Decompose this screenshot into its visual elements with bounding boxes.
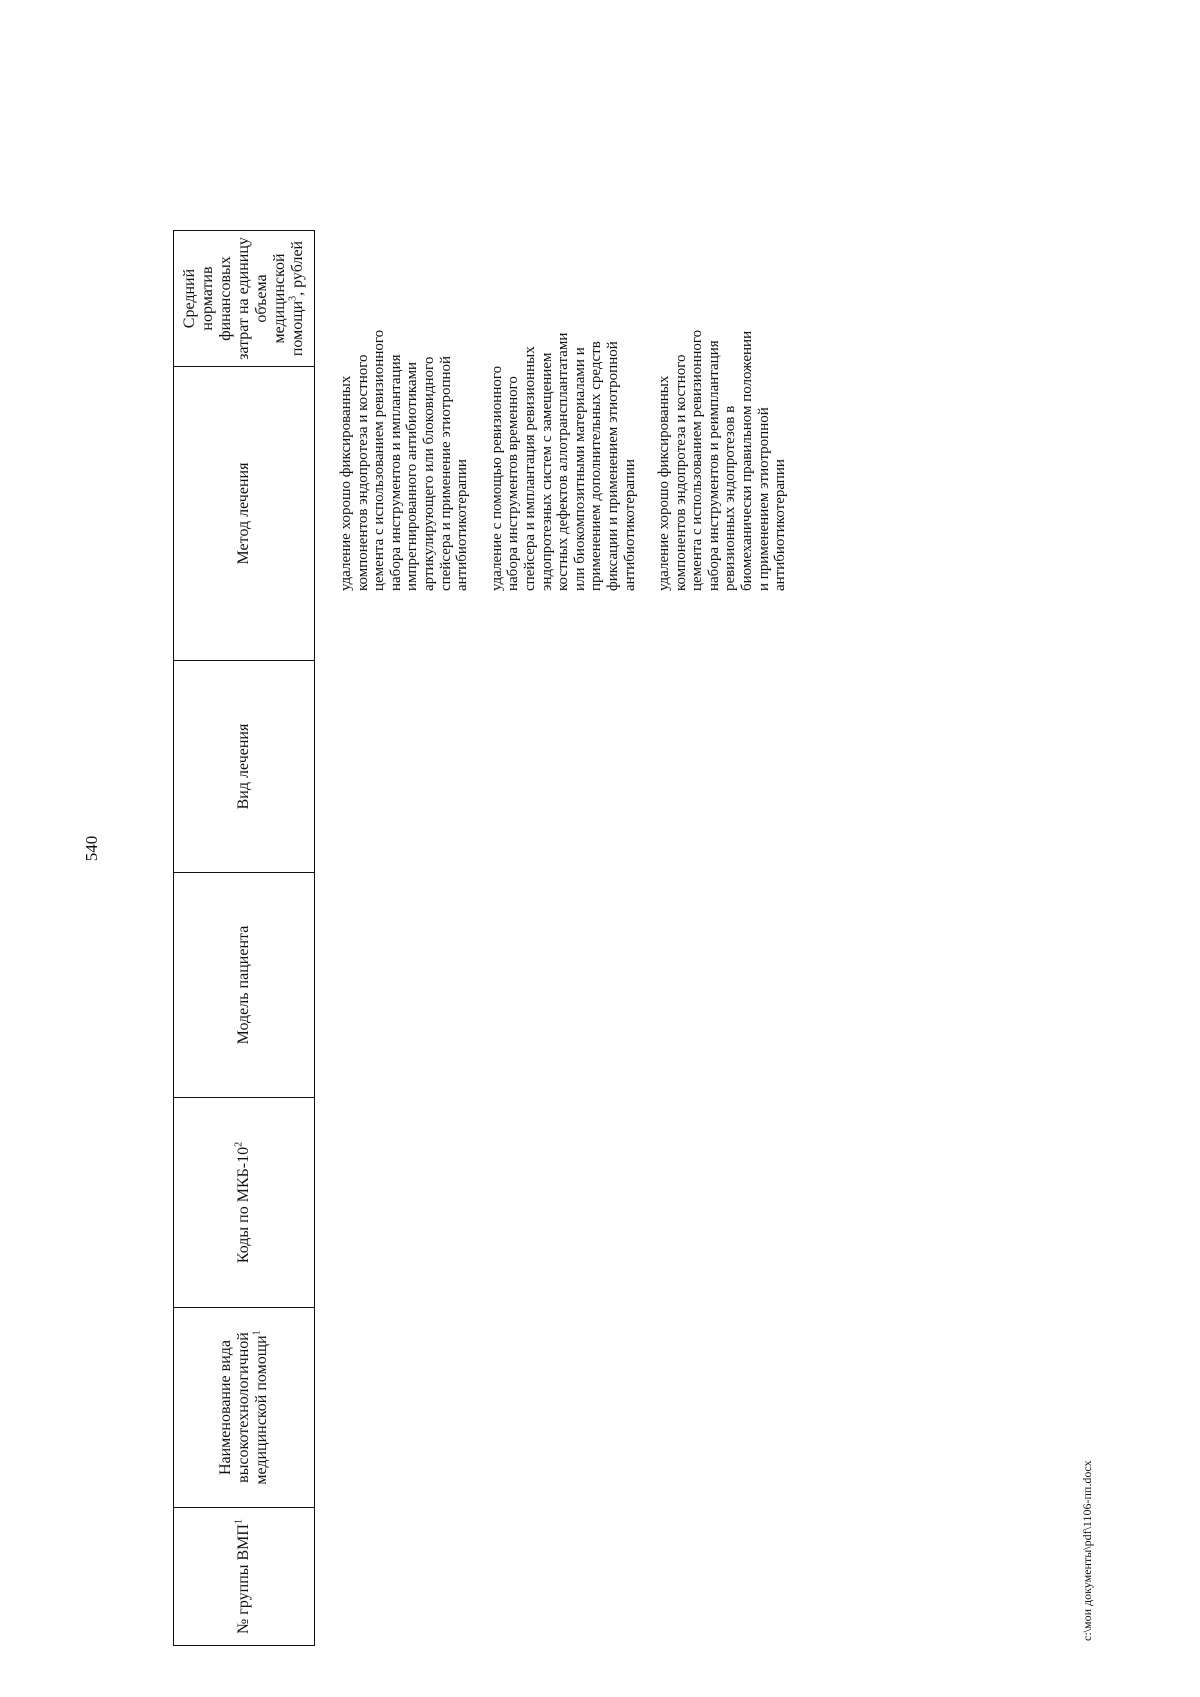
treatment-methods-column [338,326,807,591]
header-treatment-method: Метод лечения [174,367,315,661]
header-vmp-name: Наименование вида высокотехнологичной медицинской помощи$^1$ [174,1308,315,1508]
header-treatment-type: Вид лечения [174,661,315,873]
treatment-method-item: удаление с помощью ревизионного набора инструментов временного спейсера и имплантация ревизионных эндопротезных систем с замещением костных дефектов аллотрансплантатами или биокомпозитными материалами и применением дополнительных средств фиксации и применением этиотропной антибиотикотерапии [488,332,638,591]
header-financial-norm: Средний норматив финансовых затрат на единицу объема медицинской помощи$^3$, рублей [174,231,315,367]
header-patient-model: Модель пациента [174,873,315,1098]
vmp-table [173,230,315,1646]
footer-file-path: c:\мои документы\pdf\1106-пп.docx [1080,1460,1094,1641]
table-header-row [174,231,315,1646]
treatment-method-item: удаление хорошо фиксированных компонентов эндопротеза и костного цемента с использованием ревизионного набора инструментов и реимплантация ревизионных эндопротезов в биомеханически правильном положении и применением этиотропной антибиотикотерапии [656,329,789,591]
header-icd-codes: Коды по МКБ-$10^2$ [174,1098,315,1308]
page-number: 540 [82,835,101,862]
treatment-method-item: удаление хорошо фиксированных компонентов эндопротеза и костного цемента с использованием ревизионного набора инструментов и имплантация импрегнированного антибиотиками артикулирующего или блоковидного спейсера и применение этиотропной антибиотикотерапии [338,329,471,591]
header-group-number: № группы ВМП$^1$ [174,1508,315,1646]
